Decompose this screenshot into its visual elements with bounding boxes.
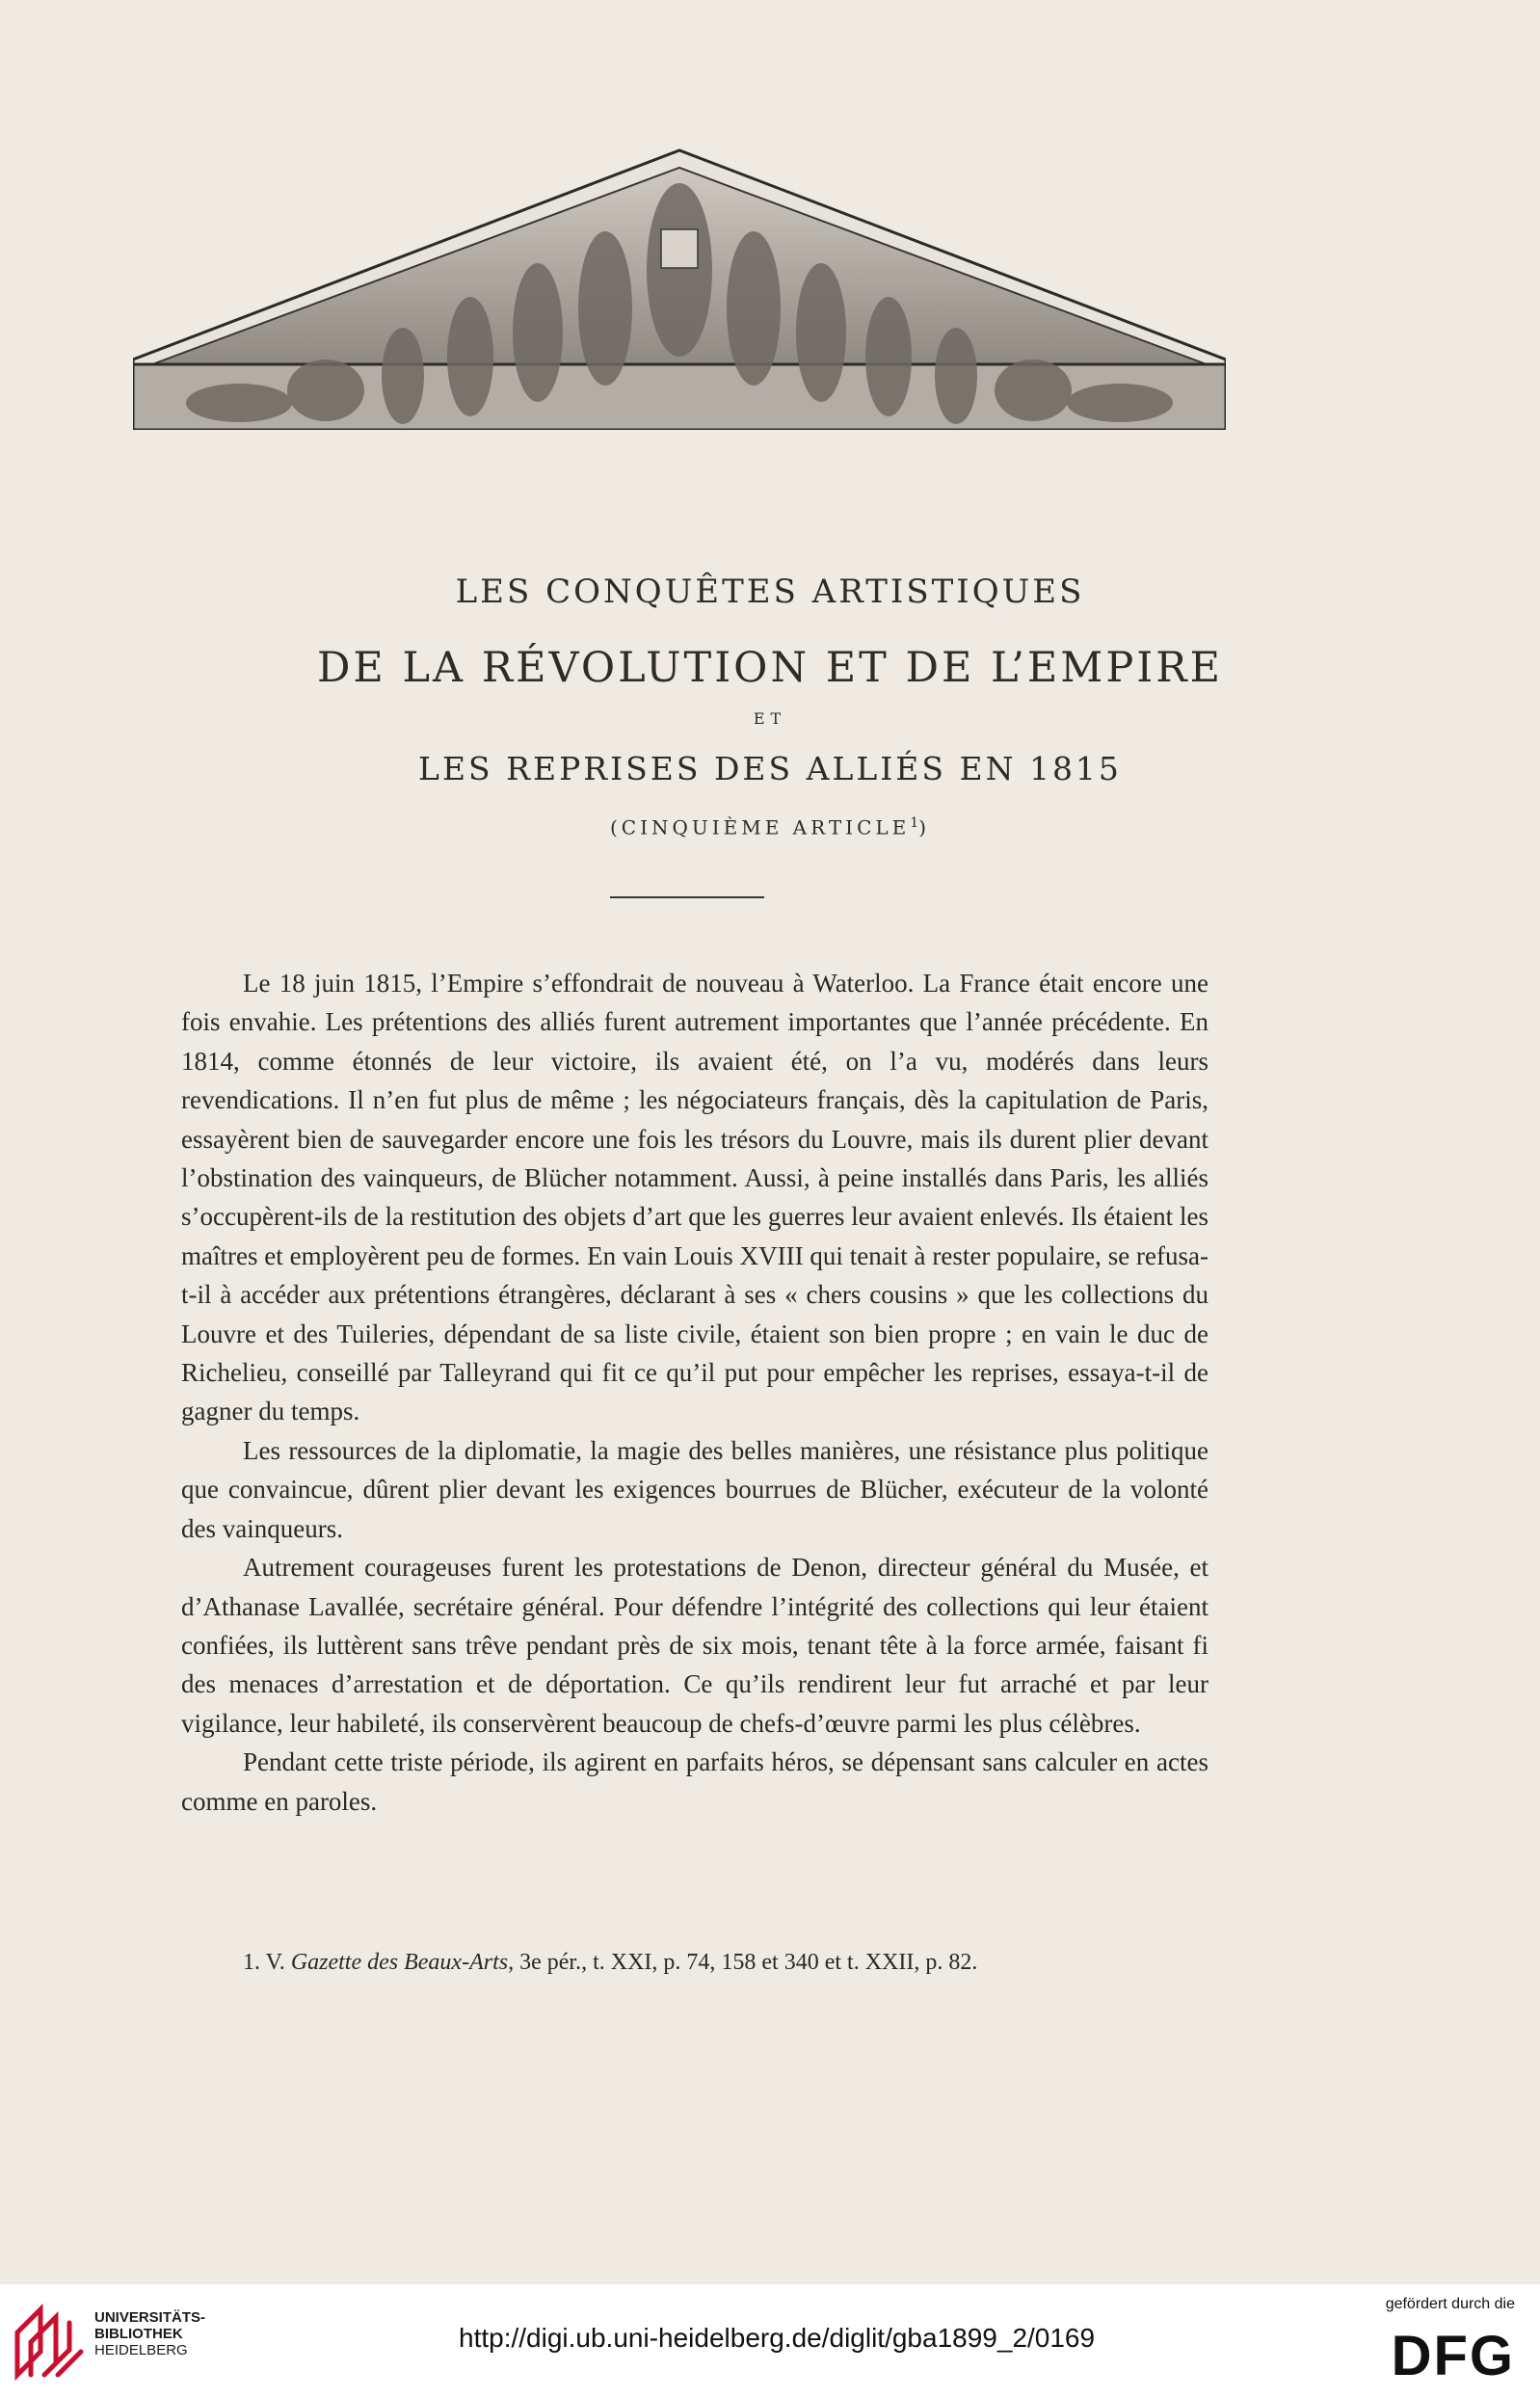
sponsor-caption: gefördert durch die xyxy=(1385,2296,1515,2312)
viewer-footer xyxy=(0,2284,1540,2398)
library-line-1: UNIVERSITÄTS- xyxy=(94,2309,206,2326)
title-line-1: LES CONQUÊTES ARTISTIQUES xyxy=(455,573,1085,611)
article-body xyxy=(181,964,1208,1821)
title-conjunction: ET xyxy=(753,709,787,728)
paragraph-3: Autrement courageuses furent les protestations de Denon, directeur général du Musée, et d’Athanase Lavallée, secrétaire général. Pour défendre l’intégrité des collections qui leur étaient confiées, ils luttèrent sans trêve pendant près de six mois, tenant tête à la force armée, faisant fi des menaces d’arrestation et de déportation. Ce qu’ils rendirent leur fut arraché et par leur vigilance, leur habileté, ils conservèrent beaucoup de chefs-d’œuvre parmi les plus célèbres. xyxy=(181,1553,1208,1738)
paragraph-1: Le 18 juin 1815, l’Empire s’effondrait de nouveau à Waterloo. La France était encore une fois envahie. Les prétentions des alliés furent autrement importantes que l’année précédente. En 1814, comme étonnés de leur victoire, ils avaient été, on l’a vu, modérés dans leurs revendications. Il n’en fut plus de même ; les négociateurs français, dès la capitulation de Paris, essayèrent bien de sauvegarder encore une fois les trésors du Louvre, mais ils durent plier devant l’obstination des vainqueurs, de Blücher notamment. Aussi, à peine installés dans Paris, les alliés s’occupèrent-ils de la restitution des objets d’art que les guerres leur avaient enlevés. Ils étaient les maîtres et employèrent peu de formes. En vain Louis XVIII qui tenait à rester populaire, se refusa-t-il à accéder aux prétentions étrangères, déclarant à ses « chers cousins » que les collections du Louvre et des Tuileries, dépendant de sa liste civile, étaient son bien propre ; en vain le duc de Richelieu, conseillé par Talleyrand qui fit ce qu’il put pour empêcher les reprises, essaya-t-il de gagner du temps. xyxy=(181,969,1208,1426)
library-line-3: HEIDELBERG xyxy=(94,2342,188,2358)
article-subtitle xyxy=(0,815,1540,839)
library-name[interactable] xyxy=(94,2309,205,2358)
dfg-logo-icon[interactable] xyxy=(1370,2327,1515,2381)
footnote-rest: 3e pér., t. XXI, p. 74, 158 et 340 et t. XXII, p. 82. xyxy=(514,1950,978,1975)
ub-heidelberg-logo-icon[interactable] xyxy=(12,2294,87,2381)
footnote-prefix: 1. V. xyxy=(243,1950,291,1975)
pediment-relief-illustration xyxy=(133,145,1226,430)
title-divider xyxy=(610,896,764,898)
subtitle-close: ) xyxy=(918,815,930,839)
permalink-url[interactable]: http://digi.ub.uni-heidelberg.de/diglit/gba1899_2/0169 xyxy=(459,2323,1096,2353)
paragraph-2: Les ressources de la diplomatie, la magie des belles manières, une résistance plus politique que convaincue, dûrent plier devant les exigences bourrues de Blücher, exécuteur de la volonté des vainqueurs. xyxy=(181,1435,1208,1543)
title-line-4: LES REPRISES DES ALLIÉS EN 1815 xyxy=(418,750,1122,787)
footnote-marker: 1 xyxy=(910,815,919,831)
paragraph-4: Pendant cette triste période, ils agirent en parfaits héros, se dépensant sans calculer en actes comme en paroles. xyxy=(181,1747,1208,1816)
subtitle-text: (CINQUIÈME ARTICLE xyxy=(609,815,911,839)
footnote xyxy=(243,1950,1207,1976)
dfg-logo-text: DFG xyxy=(1391,2327,1515,2381)
footnote-journal: Gazette des Beaux-Arts, xyxy=(290,1950,515,1975)
title-line-2: DE LA RÉVOLUTION ET DE L’EMPIRE xyxy=(316,644,1224,692)
library-line-2: BIBLIOTHEK xyxy=(94,2326,183,2342)
